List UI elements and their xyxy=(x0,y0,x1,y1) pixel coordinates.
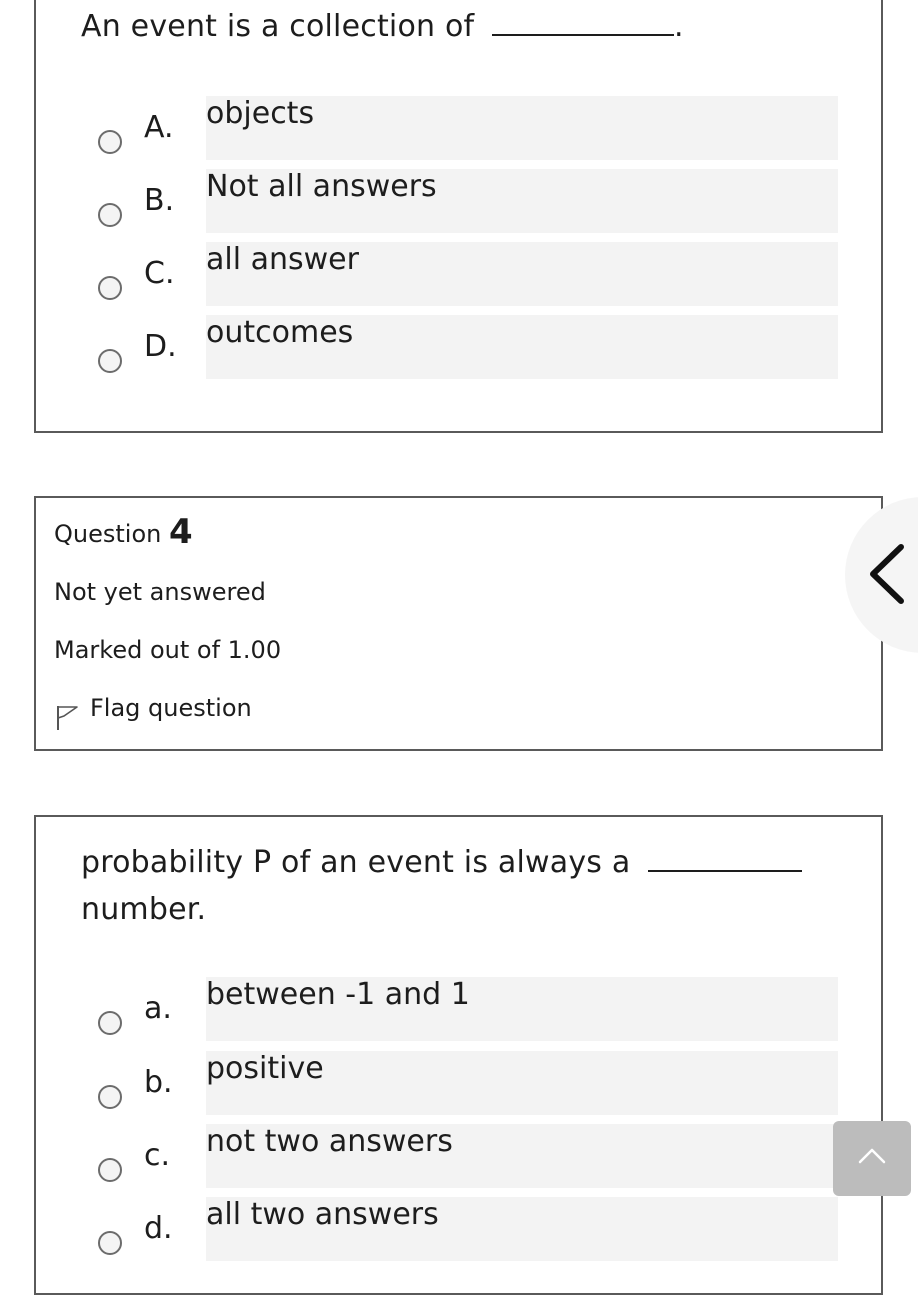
question-number-value: 4 xyxy=(168,512,193,552)
question-3-card xyxy=(34,0,883,433)
option-c-letter: C. xyxy=(144,256,175,291)
option-c-letter: c. xyxy=(144,1138,171,1173)
option-d-radio[interactable] xyxy=(98,1231,122,1255)
option-c-text: all answer xyxy=(206,242,359,277)
option-d-text: all two answers xyxy=(206,1197,439,1232)
option-b-field[interactable] xyxy=(206,169,838,233)
option-a-radio[interactable] xyxy=(98,130,122,154)
scroll-to-top-button[interactable] xyxy=(833,1121,911,1196)
question-marks: Marked out of 1.00 xyxy=(54,636,282,664)
question-label: Question xyxy=(54,520,162,548)
option-c-radio[interactable] xyxy=(98,276,122,300)
answer-blank xyxy=(648,869,802,872)
option-c-text: not two answers xyxy=(206,1124,453,1159)
question-4-text xyxy=(81,839,802,933)
option-d-field[interactable] xyxy=(206,315,838,379)
option-b-field[interactable] xyxy=(206,1051,838,1115)
option-a-letter: a. xyxy=(144,991,172,1026)
option-d-text: outcomes xyxy=(206,315,354,350)
question-3-text-end: . xyxy=(674,9,684,44)
option-c-radio[interactable] xyxy=(98,1158,122,1182)
chevron-left-icon xyxy=(863,539,913,609)
option-d-letter: d. xyxy=(144,1211,173,1246)
option-d-radio[interactable] xyxy=(98,349,122,373)
flag-question-link[interactable]: Flag question xyxy=(90,694,252,722)
option-a-letter: A. xyxy=(144,110,174,145)
option-d-field[interactable] xyxy=(206,1197,838,1261)
option-a[interactable] xyxy=(36,977,881,1055)
option-d[interactable] xyxy=(36,315,881,393)
option-b-letter: b. xyxy=(144,1065,173,1100)
option-d-letter: D. xyxy=(144,329,177,364)
question-number xyxy=(54,512,193,552)
question-3-text xyxy=(81,3,684,50)
option-a-field[interactable] xyxy=(206,96,838,160)
question-4-text-line2: number. xyxy=(81,892,207,927)
question-4-text-line1: probability P of an event is always a xyxy=(81,845,631,880)
option-a-field[interactable] xyxy=(206,977,838,1041)
flag-icon[interactable] xyxy=(54,703,80,731)
option-c-field[interactable] xyxy=(206,242,838,306)
option-a-text: between -1 and 1 xyxy=(206,977,470,1012)
question-4-card xyxy=(34,815,883,1295)
option-b[interactable] xyxy=(36,169,881,247)
option-b[interactable] xyxy=(36,1051,881,1129)
option-a[interactable] xyxy=(36,96,881,174)
question-4-info xyxy=(34,496,883,751)
option-c-field[interactable] xyxy=(206,1124,838,1188)
option-a-text: objects xyxy=(206,96,315,131)
question-3-text-content: An event is a collection of xyxy=(81,9,475,44)
option-d[interactable] xyxy=(36,1197,881,1275)
option-b-text: Not all answers xyxy=(206,169,437,204)
chevron-up-icon xyxy=(857,1145,887,1165)
option-b-radio[interactable] xyxy=(98,203,122,227)
option-b-radio[interactable] xyxy=(98,1085,122,1109)
option-b-letter: B. xyxy=(144,183,175,218)
option-c[interactable] xyxy=(36,1124,881,1202)
option-b-text: positive xyxy=(206,1051,324,1086)
option-c[interactable] xyxy=(36,242,881,320)
question-status: Not yet answered xyxy=(54,578,266,606)
answer-blank xyxy=(492,33,674,36)
option-a-radio[interactable] xyxy=(98,1011,122,1035)
